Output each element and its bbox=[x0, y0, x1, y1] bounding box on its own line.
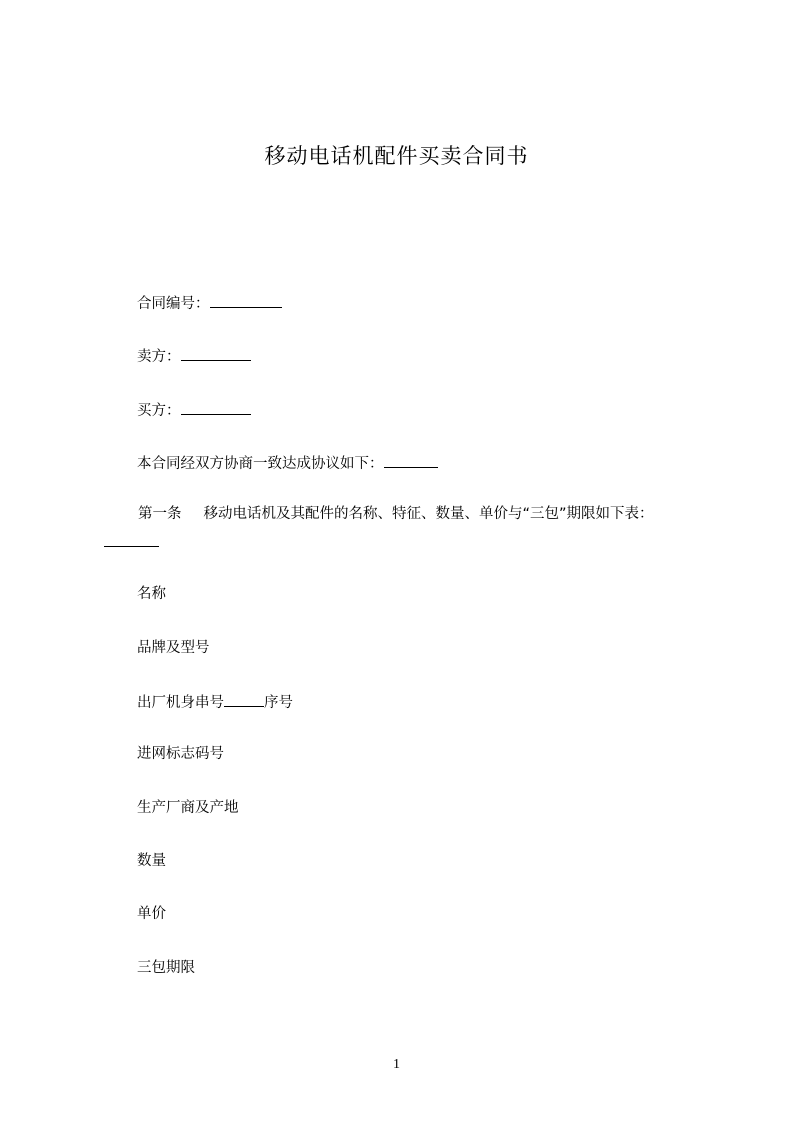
item-manufacturer: 生产厂商及产地 bbox=[137, 800, 239, 816]
item-quantity: 数量 bbox=[137, 853, 166, 869]
article-1-number: 第一条 bbox=[138, 506, 182, 522]
agreement-line bbox=[137, 452, 438, 474]
article-1-blank[interactable] bbox=[104, 531, 159, 547]
item-warranty: 三包期限 bbox=[137, 960, 195, 976]
buyer-label: 买方： bbox=[137, 403, 181, 419]
article-1 bbox=[138, 504, 654, 524]
agreement-label: 本合同经双方协商一致达成协议如下： bbox=[137, 456, 384, 472]
item-serial-suffix: 序号 bbox=[264, 695, 293, 711]
item-brand-model: 品牌及型号 bbox=[137, 640, 210, 656]
serial-blank[interactable] bbox=[224, 691, 264, 707]
item-network-code: 进网标志码号 bbox=[137, 746, 224, 762]
buyer-line bbox=[137, 399, 251, 421]
contract-number-label: 合同编号： bbox=[137, 296, 210, 312]
document-title: 移动电话机配件买卖合同书 bbox=[264, 144, 529, 168]
item-serial-line bbox=[137, 691, 293, 713]
seller-label: 卖方： bbox=[137, 349, 181, 365]
page-number: 1 bbox=[393, 1057, 400, 1072]
article-1-text: 移动电话机及其配件的名称、特征、数量、单价与“三包”期限如下表： bbox=[203, 506, 654, 522]
item-unit-price: 单价 bbox=[137, 906, 166, 922]
seller-blank[interactable] bbox=[181, 345, 251, 361]
item-name: 名称 bbox=[137, 586, 166, 602]
contract-number-blank[interactable] bbox=[210, 292, 282, 308]
seller-line bbox=[137, 345, 251, 367]
item-serial-prefix: 出厂机身串号 bbox=[137, 695, 224, 711]
contract-number-line bbox=[137, 292, 282, 314]
buyer-blank[interactable] bbox=[181, 399, 251, 415]
agreement-blank[interactable] bbox=[384, 452, 438, 468]
